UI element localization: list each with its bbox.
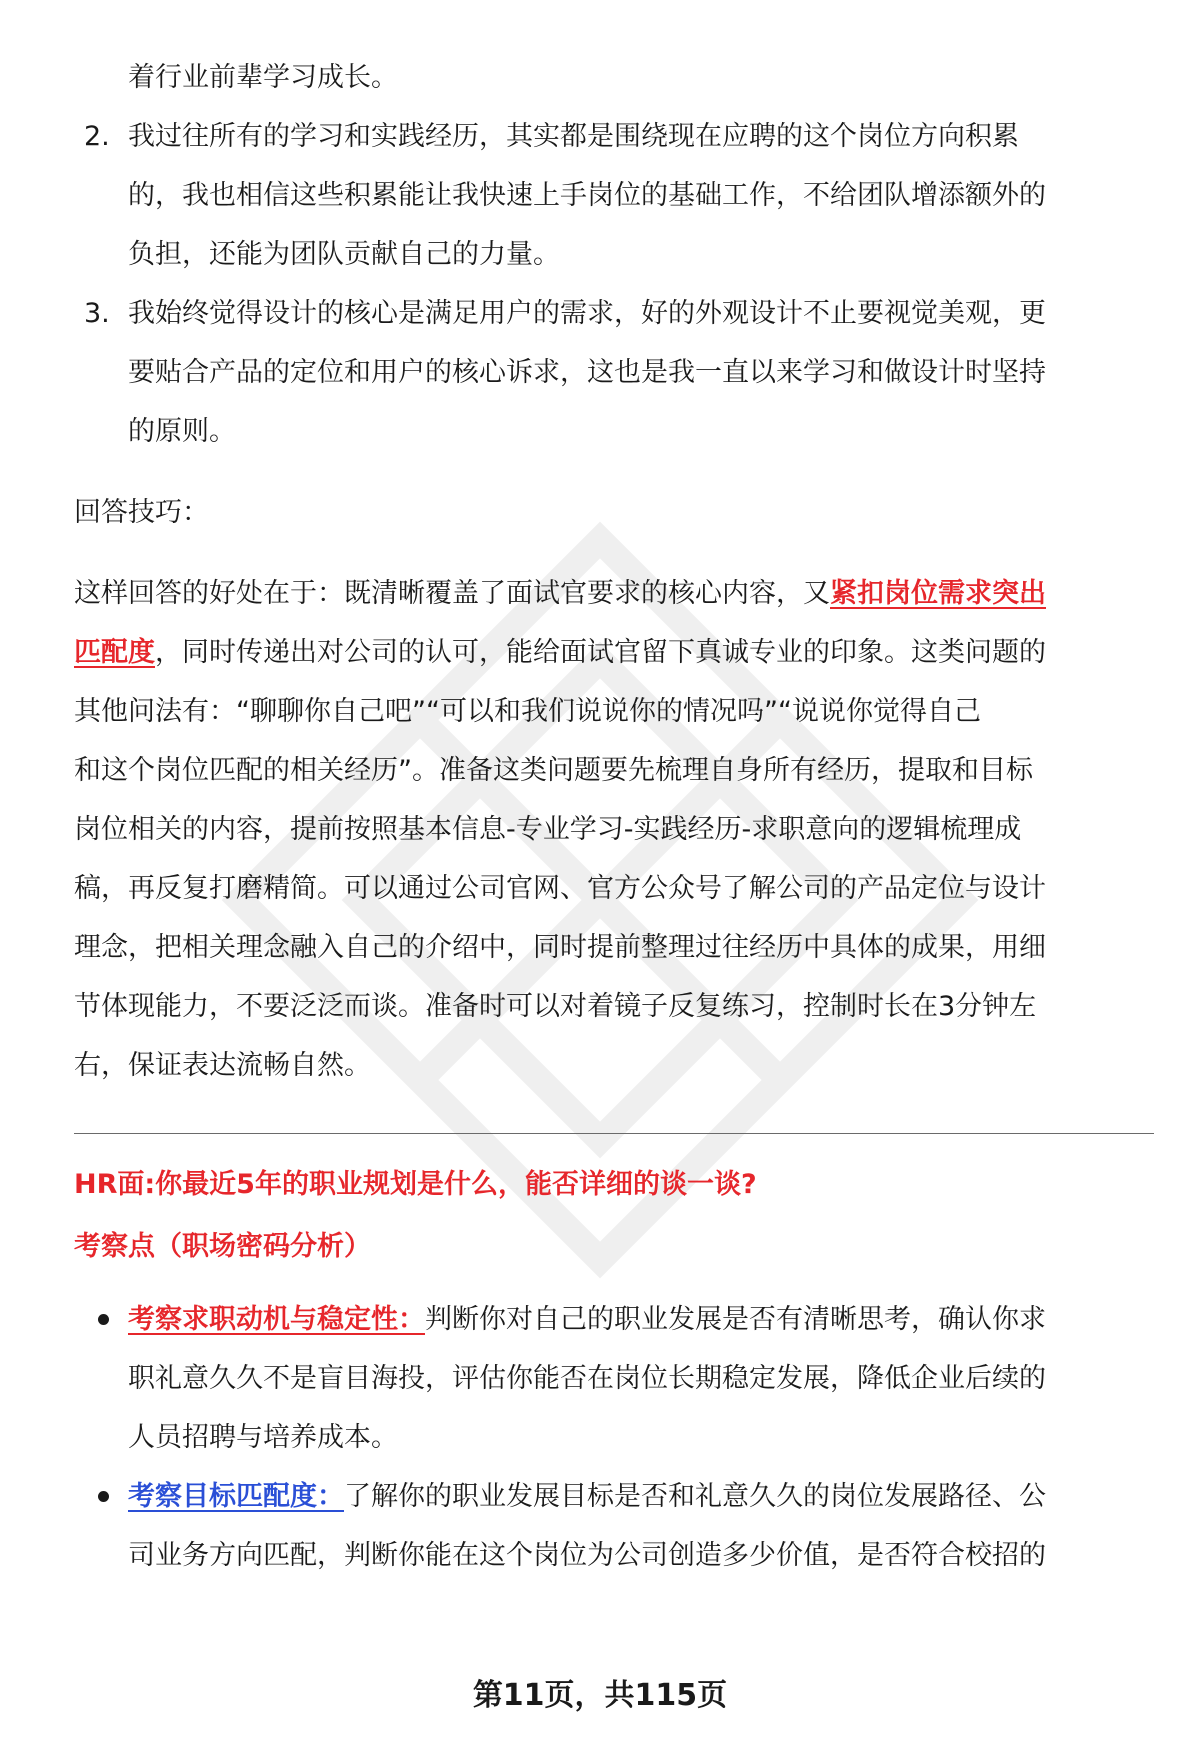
tips-line-4: 和这个岗位匹配的相关经历”。准备这类问题要先梳理自身所有经历，提取和目标 [74, 755, 1033, 786]
tips-text: 这样回答的好处在于：既清晰覆盖了面试官要求的核心内容，又 [74, 578, 830, 609]
bullet-text: 判断你对自己的职业发展是否有清晰思考，确认你求 [425, 1304, 1046, 1335]
tips-line-7: 理念，把相关理念融入自己的介绍中，同时提前整理过往经历中具体的成果，用细 [74, 932, 1046, 963]
highlight-text: 匹配度 [74, 637, 155, 668]
list-number: 2. [84, 121, 110, 152]
bullet-key: 考察求职动机与稳定性： [128, 1304, 425, 1335]
tips-line-6: 稿，再反复打磨精简。可以通过公司官网、官方公众号了解公司的产品定位与设计 [74, 873, 1046, 904]
tips-paragraph [74, 564, 1154, 1095]
list-line: 要贴合产品的定位和用户的核心诉求，这也是我一直以来学习和做设计时坚持 [128, 357, 1046, 388]
bullet-line: 职礼意久久不是盲目海投，评估你能否在岗位长期稳定发展，降低企业后续的 [128, 1363, 1046, 1394]
bullet-dot-icon [98, 1314, 109, 1325]
bullet-item-1 [74, 1290, 1154, 1467]
list-number: 3. [84, 298, 110, 329]
list-item-2 [74, 107, 1154, 284]
points-title: 考察点（职场密码分析） [74, 1231, 371, 1262]
tips-line-8: 节体现能力，不要泛泛而谈。准备时可以对着镜子反复练习，控制时长在3分钟左 [74, 991, 1037, 1022]
list-line: 的原则。 [128, 416, 236, 447]
highlight-text: 紧扣岗位需求突出 [830, 578, 1046, 609]
bullet-item-2 [74, 1467, 1154, 1585]
bullet-key: 考察目标匹配度： [128, 1481, 344, 1512]
bullet-text: 了解你的职业发展目标是否和礼意久久的岗位发展路径、公 [344, 1481, 1046, 1512]
list-line: 的，我也相信这些积累能让我快速上手岗位的基础工作，不给团队增添额外的 [128, 180, 1046, 211]
bullet-line [128, 1290, 1154, 1349]
bullet-line [128, 1467, 1154, 1526]
tips-text: ，同时传递出对公司的认可，能给面试官留下真诚专业的印象。这类问题的 [155, 637, 1046, 668]
bullet-line: 司业务方向匹配，判断你能在这个岗位为公司创造多少价值，是否符合校招的 [128, 1540, 1046, 1571]
list-line: 负担，还能为团队贡献自己的力量。 [128, 239, 560, 270]
bullet-dot-icon [98, 1491, 109, 1502]
bullet-line: 人员招聘与培养成本。 [128, 1422, 398, 1453]
tips-line-3: 其他问法有：“聊聊你自己吧”“可以和我们说说你的情况吗”“说说你觉得自己 [74, 696, 981, 727]
tips-label: 回答技巧： [74, 497, 209, 528]
list-line: 我始终觉得设计的核心是满足用户的需求，好的外观设计不止要视觉美观，更 [128, 298, 1046, 329]
list-item-3 [74, 284, 1154, 461]
list-item-1-continuation: 着行业前辈学习成长。 [128, 62, 398, 93]
tips-line-9: 右，保证表达流畅自然。 [74, 1050, 371, 1081]
page-footer: 第11页，共115页 [472, 1678, 728, 1713]
tips-line-5: 岗位相关的内容，提前按照基本信息-专业学习-实践经历-求职意向的逻辑梳理成 [74, 814, 1022, 845]
tips-line-1 [74, 564, 1154, 623]
tips-line-2 [74, 623, 1154, 682]
hr-question-heading: HR面:你最近5年的职业规划是什么，能否详细的谈一谈? [74, 1169, 757, 1200]
main-content [74, 48, 1154, 1585]
list-line: 我过往所有的学习和实践经历，其实都是围绕现在应聘的这个岗位方向积累 [128, 121, 1019, 152]
